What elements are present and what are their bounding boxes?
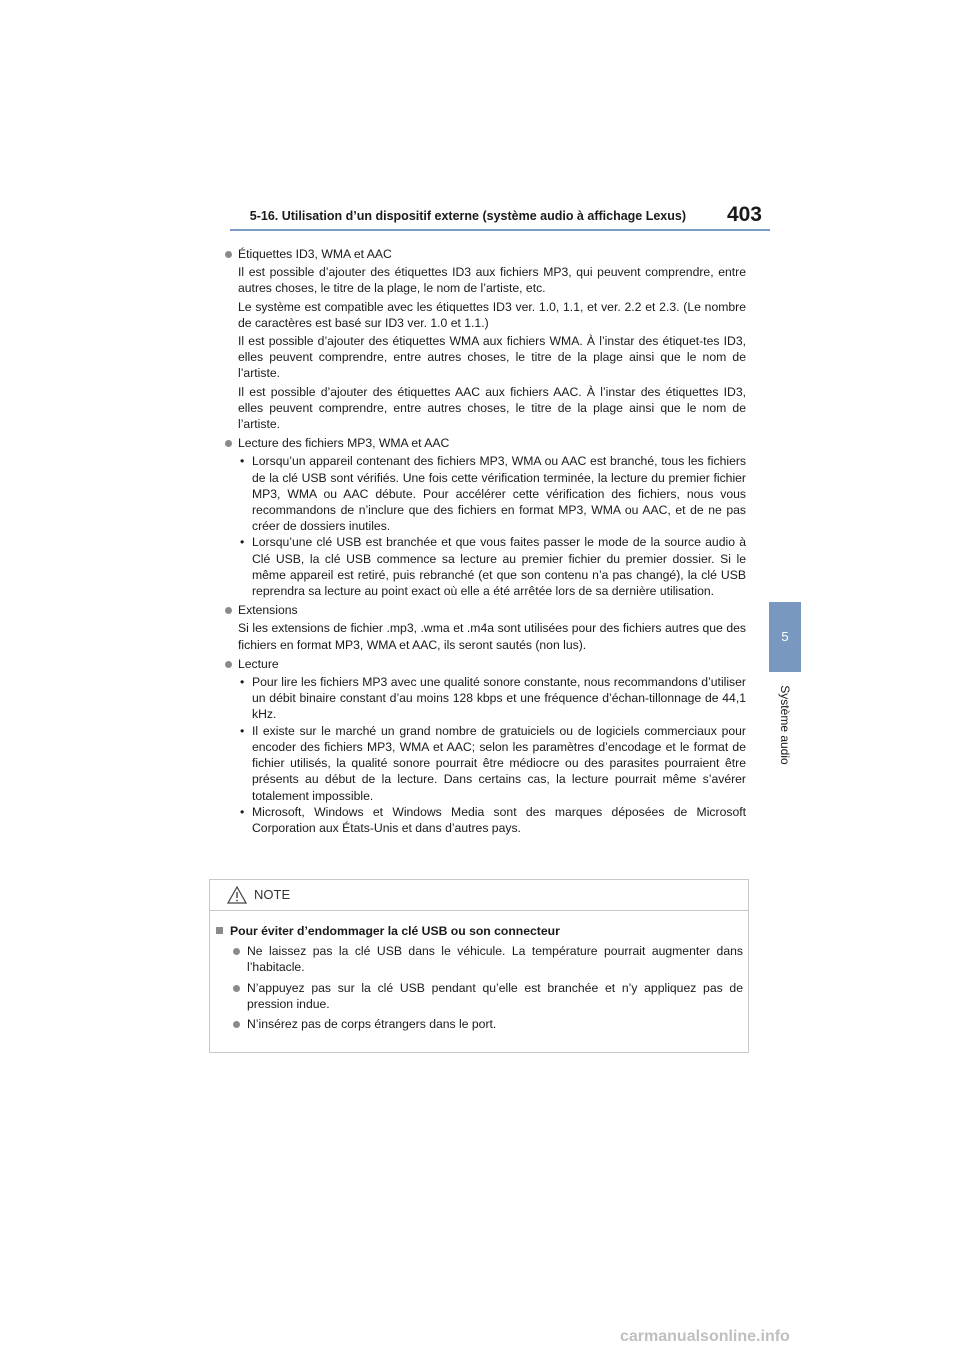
section-playback-files [224,435,746,599]
paragraph: Il est possible d’ajouter des étiquettes AAC aux fichiers AAC. À l’instar des étiquettes ID3, elles peuvent comprendre, entre autres choses, le titre de la plage ainsi que le nom de l’artiste. [238,384,746,432]
note-header [210,880,748,911]
list-item: • Lorsqu’une clé USB est branchée et que vous faites passer le mode de la source audio à Clé USB, la clé USB commence sa lecture au premier fichier du premier dossier. Si le même appareil est retiré, puis rebranché (et que son contenu n’a pas changé), la clé USB reprendra sa lecture au point exact où elle a été arrêtée lors de sa dernière utilisation. [238,534,746,599]
list-item: • Microsoft, Windows et Windows Media sont des marques déposées de Microsoft Corporation aux États-Unis et dans d’autres pays. [238,804,746,836]
note-box [209,879,749,1053]
bullet-list [238,674,746,836]
note-item: N’insérez pas de corps étrangers dans le port. [215,1016,743,1032]
main-content [224,243,746,838]
note-body [210,911,748,1032]
section-lecture [224,656,746,836]
section-heading: Extensions [224,602,746,618]
section-extensions [224,602,746,653]
section-heading: Lecture [224,656,746,672]
chapter-number: 5 [781,629,789,644]
page-number: 403 [726,203,762,226]
header-rule [230,229,770,231]
chapter-tab [769,602,801,672]
paragraph: Le système est compatible avec les étiquettes ID3 ver. 1.0, 1.1, et ver. 2.2 et 2.3. (Le nombre de caractères est basé sur ID3 ver. 1.0 et 1.1.) [238,299,746,330]
note-item: Ne laissez pas la clé USB dans le véhicule. La température pourrait augmenter dans l’habitacle. [215,943,743,975]
watermark: carmanualsonline.info [620,1328,790,1345]
section-title: 5-16. Utilisation d’un dispositif externe (système audio à affichage Lexus) [249,209,686,223]
warning-triangle-icon [227,886,247,904]
paragraph: Si les extensions de fichier .mp3, .wma et .m4a sont utilisées pour des fichiers autres que des fichiers en format MP3, WMA et AAC, ils seront sautés (non lus). [238,621,746,652]
list-item: • Lorsqu’un appareil contenant des fichiers MP3, WMA ou AAC est branché, tous les fichiers de la clé USB sont vérifiés. Une fois cette vérification terminée, la lecture du premier fichier MP3, WMA ou AAC débute. Pour accélérer cette vérification des fichiers, nous vous recommandons de n’inclure que des fichiers en format MP3, WMA ou AAC, et de ne pas créer de dossiers inutiles. [238,453,746,534]
list-item: • Pour lire les fichiers MP3 avec une qualité sonore constante, nous recommandons d’utiliser un débit binaire constant d’au moins 128 kbps et une fréquence d’échan-tillonnage de 44,1 kHz. [238,674,746,723]
chapter-label: Système audio [778,685,792,765]
bullet-list [238,453,746,599]
page-header [230,203,770,231]
note-subheading: Pour éviter d’endommager la clé USB ou son connecteur [215,923,743,939]
paragraph: Il est possible d’ajouter des étiquettes ID3 aux fichiers MP3, qui peuvent comprendre, entre autres choses, le titre de la plage, le nom de l’artiste, etc. [238,265,746,296]
paragraph: Il est possible d’ajouter des étiquettes WMA aux fichiers WMA. À l’instar des étiquet-tes ID3, elles peuvent comprendre, entre autres choses, le titre de la plage ainsi que le nom de l’artiste. [238,334,746,381]
section-id3-tags [224,246,746,432]
list-item: • Il existe sur le marché un grand nombre de gratuiciels ou de logiciels commerciaux pour encoder des fichiers MP3, WMA et AAC; selon les paramètres d’encodage et le format de fichier utilisés, la qualité sonore pourrait être médiocre ou des parasites pourraient être présents au début de la lecture. Dans certains cas, la lecture pourrait même s’avérer totalement impossible. [238,723,746,804]
section-heading: Étiquettes ID3, WMA et AAC [224,246,746,262]
note-item: N’appuyez pas sur la clé USB pendant qu’elle est branchée et n’y appliquez pas de pression indue. [215,980,743,1012]
note-label: NOTE [254,887,291,902]
section-heading: Lecture des fichiers MP3, WMA et AAC [224,435,746,451]
